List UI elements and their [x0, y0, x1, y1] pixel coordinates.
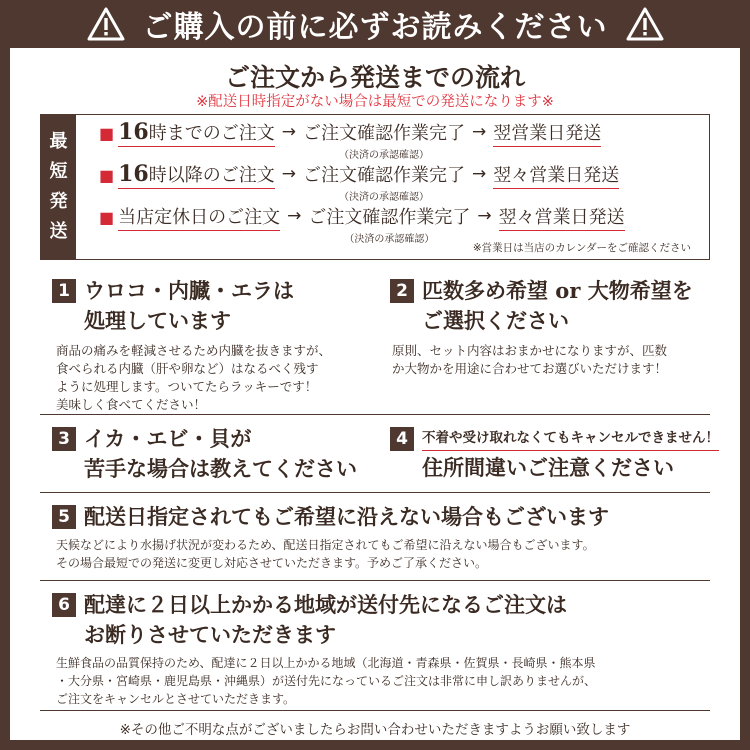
calendar-note: ※営業日は当店のカレンダーをご確認ください [472, 242, 691, 254]
item-body: 天候などにより水揚げ状況が変わるため、配送日指定されてもご希望に沿えない場合もございます。 その場合最短での発送に変更し対応させていただきます。予めご了承ください。 [56, 538, 595, 570]
item-number: 1 [52, 279, 76, 303]
item-title: 配送日指定されてもご希望に沿えない場合もございます [84, 504, 609, 529]
arrow-icon: → [281, 164, 296, 184]
item-title: お断りさせていただきます [84, 622, 336, 647]
red-square-marker: ■ [99, 208, 115, 227]
arrow-icon: → [281, 122, 296, 142]
item-title: ウロコ・内臓・エラは [84, 278, 294, 303]
side-label-char: 最 [49, 131, 68, 152]
divider [40, 492, 710, 493]
notice-item-5 [52, 502, 712, 572]
warning-banner [0, 0, 750, 48]
flow-middle: ご注文確認作業完了 （決済の承認確認） [303, 123, 465, 161]
flow-row [99, 203, 625, 243]
divider [40, 414, 710, 415]
footer-note: ※その他ご不明な点がございましたらお問い合わせいただきますようお願い致します [119, 722, 631, 738]
warning-icon [626, 7, 664, 41]
flow-middle: ご注文確認作業完了 （決済の承認確認） [303, 165, 465, 203]
arrow-icon: → [287, 206, 302, 226]
red-square-marker: ■ [99, 166, 115, 185]
notice-item-2 [390, 276, 720, 378]
arrow-icon: → [472, 122, 487, 142]
arrow-icon: → [477, 206, 492, 226]
item-number: 5 [52, 505, 76, 529]
notice-item-4 [390, 424, 720, 483]
item-title: 住所間違いご注意ください [422, 455, 674, 480]
flow-result: 翌々営業日発送 [493, 161, 619, 189]
warning-icon [87, 7, 125, 41]
side-label-char: 短 [49, 161, 68, 182]
banner-title: ご購入の前に必ずお読みください [142, 10, 608, 45]
flow-middle: ご注文確認作業完了 （決済の承認確認） [308, 207, 471, 245]
flow-result: 翌々営業日発送 [499, 203, 625, 231]
item-body: 生鮮食品の品質保持のため、配達に２日以上かかる地域（北海道・青森県・佐賀県・長崎県・熊本県 ・大分県・宮崎県・鹿児島県・沖縄県）が送付先になっているご注文は非常に申し訳ありませんが、 ご注文をキャンセルとさせていただきます。 [56, 656, 597, 706]
item-body: 原則、セット内容はおまかせになりますが、匹数 か大物かを用途に合わせてお選びいただけます！ [392, 343, 668, 376]
item-title: ご選択ください [422, 308, 569, 333]
item-number: 6 [52, 593, 76, 617]
shipping-flow-box [40, 114, 710, 260]
divider [40, 710, 710, 711]
flow-order-condition: 16時までのご注文 [118, 119, 275, 145]
flow-subtitle: ※配送日時指定がない場合は最短での発送になります※ [196, 94, 554, 110]
item-title: 匹数多め希望 or 大物希望を [422, 278, 693, 303]
item-title: 不着や受け取れなくてもキャンセルできません！ [422, 426, 719, 451]
item-title: イカ・エビ・貝が [84, 426, 252, 451]
side-label-char: 発 [49, 191, 68, 212]
item-title: 苦手な場合は教えてください [84, 456, 357, 481]
flow-order-condition: 当店定休日のご注文 [118, 203, 280, 231]
flow-order-condition: 16時以降のご注文 [118, 161, 275, 187]
flow-side-label [41, 115, 76, 259]
item-title: 処理しています [84, 308, 231, 333]
side-label-char: 送 [49, 221, 68, 242]
item-number: 4 [390, 427, 414, 451]
flow-title: ご注文から発送までの流れ [224, 63, 525, 92]
notice-item-3 [52, 424, 377, 484]
item-number: 3 [52, 427, 76, 451]
notice-item-6 [52, 590, 712, 708]
arrow-icon: → [472, 164, 487, 184]
flow-row [99, 119, 601, 159]
item-number: 2 [390, 279, 414, 303]
flow-result: 翌営業日発送 [493, 119, 601, 147]
notice-item-1 [52, 276, 377, 414]
item-title: 配達に２日以上かかる地域が送付先になるご注文は [84, 592, 567, 617]
flow-row [99, 161, 619, 201]
red-square-marker: ■ [99, 124, 115, 143]
item-body: 商品の痛みを軽減させるため内臓を抜きますが、 食べられる内臓（肝や卵など）はなるべく残す ように処理します。ついてたらラッキーです！ 美味しく食べてください！ [56, 343, 332, 412]
divider [40, 580, 710, 581]
